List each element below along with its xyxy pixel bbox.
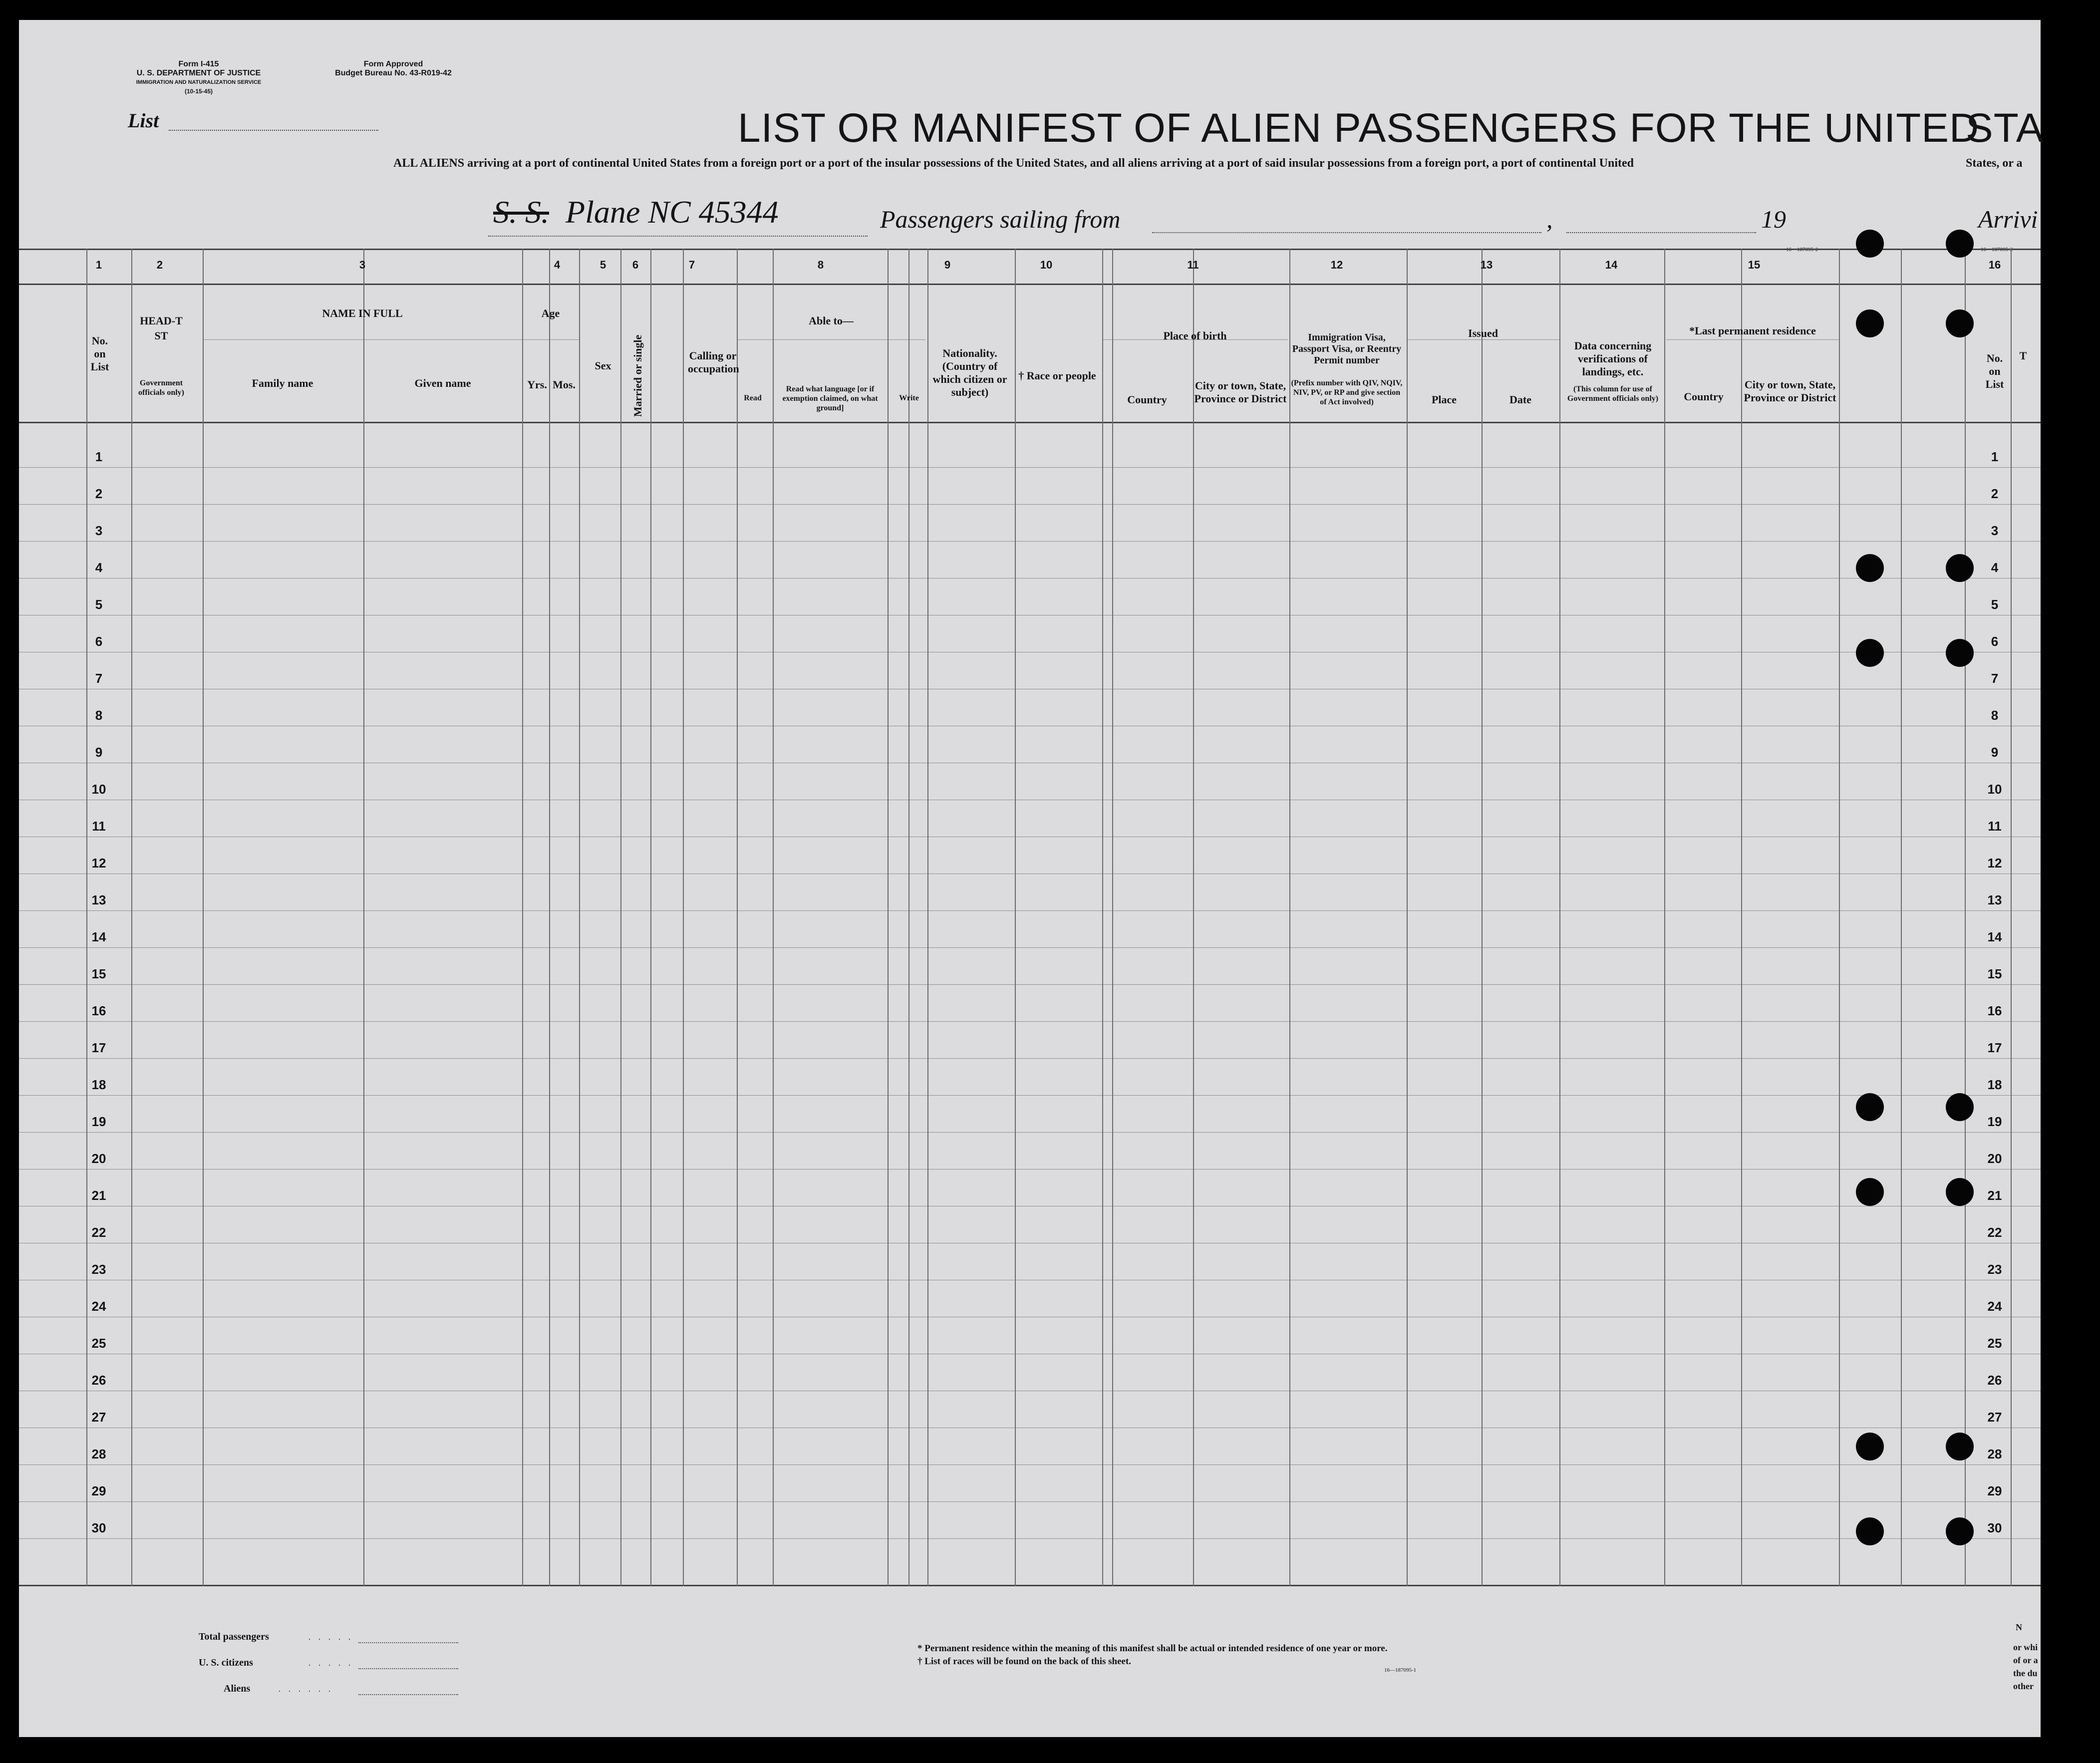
col-age: Age [541,307,560,319]
binding-hole [1856,230,1884,258]
col-issued-date: Date [1509,393,1531,406]
binding-hole [1946,1433,1974,1461]
row-line [19,947,2041,948]
column-line [1112,249,1113,1586]
col-data-note: (This column for use of Government officials only) [1567,385,1659,403]
col-num-7: 7 [688,259,695,271]
row-number-right: 22 [1987,1225,2002,1240]
row-number-left: 1 [95,449,103,464]
page-title: LIST OR MANIFEST OF ALIEN PASSENGERS FOR THE UNITED [738,105,1980,151]
column-line [1015,249,1016,1586]
row-number-right: 13 [1987,892,2002,907]
column-line [549,249,550,1586]
col-num-5: 5 [600,259,606,271]
age-subline [522,339,579,340]
col-num-14: 14 [1605,259,1618,271]
row-number-right: 15 [1987,966,2002,981]
column-line [1482,249,1483,1586]
row-number-left: 6 [95,634,103,649]
row-number-right: 20 [1987,1151,2002,1166]
sailing-label: Passengers sailing from [880,205,1121,233]
row-number-left: 27 [91,1410,106,1425]
right-cut-3: of or a [2013,1655,2038,1665]
table-top-border [19,249,2041,250]
leader-2: . . . . . [308,1659,353,1668]
page-title-cut: STA [1966,105,2044,151]
ship-underline [488,236,868,237]
row-line [19,1169,2041,1170]
row-number-left: 26 [91,1373,106,1388]
col-num-10: 10 [1040,259,1053,271]
ss-label: S. S. [493,194,549,230]
right-cut-4: the du [2013,1668,2038,1678]
col-name-in-full: NAME IN FULL [322,307,403,319]
binding-hole [1946,1517,1974,1545]
column-line [1741,249,1742,1586]
row-number-left: 12 [91,856,106,871]
col-no-on-list: No. on List [90,334,109,373]
col-birth-country: Country [1127,393,1167,406]
manifest-sheet [19,20,2044,1737]
col-able-to: Able to— [809,314,854,327]
form-date: (10-15-45) [184,88,213,95]
col-nationality: Nationality. (Country of which citizen or subject) [932,347,1007,398]
binding-hole [1856,309,1884,337]
col-head-tax-note: Government officials only) [138,379,184,397]
row-line [19,467,2041,468]
department: U. S. DEPARTMENT OF JUSTICE [136,69,261,77]
budget: Budget Bureau No. 43-R019-42 [335,69,452,77]
col-family-name: Family name [252,377,313,389]
col-num-11: 11 [1187,259,1199,271]
row-number-right: 9 [1991,745,1999,760]
row-number-right: 1 [1991,449,1999,464]
row-line [19,1501,2041,1502]
row-number-right: 27 [1987,1410,2002,1425]
table-bottom-border [19,1585,2041,1586]
row-number-right: 23 [1987,1262,2002,1277]
row-line [19,578,2041,579]
row-number-right: 24 [1987,1299,2002,1314]
row-number-right: 2 [1991,486,1999,501]
col-last-residence: *Last permanent residence [1689,324,1816,337]
row-number-left: 29 [91,1483,106,1498]
binding-hole [1946,1178,1974,1206]
column-line [579,249,580,1586]
leader-3: . . . . . . [279,1685,333,1694]
row-line [19,984,2041,985]
row-line [19,504,2041,505]
total-passengers-field[interactable] [358,1642,458,1643]
sailing-date-field[interactable] [1566,232,1756,233]
page-subtitle: ALL ALIENS arriving at a port of continental United States from a foreign port or a port of the insular possessions of the United States, and all aliens arriving at a port of said insular possessions from a foreign port, a port of continental United [393,157,1634,170]
row-number-left: 2 [95,486,103,501]
service: IMMIGRATION AND NATURALIZATION SERVICE [136,79,262,85]
row-number-left: 8 [95,708,103,723]
comma: , [1546,205,1553,233]
col-residence-country: Country [1684,390,1724,403]
col-num-8: 8 [817,259,824,271]
column-line [1559,249,1560,1586]
binding-hole [1856,1178,1884,1206]
list-field[interactable] [169,130,378,131]
binding-hole [1946,1093,1974,1121]
row-number-left: 7 [95,671,103,686]
col-place-of-birth: Place of birth [1163,329,1227,342]
col-num-4: 4 [554,259,561,271]
column-line [363,249,364,1586]
col-num-13: 13 [1480,259,1493,271]
row-number-left: 24 [91,1299,106,1314]
residence-subline [1666,339,1839,340]
arriving-cut: Arrivi [1978,205,2038,233]
col-read: Read [744,394,762,402]
col-issued: Issued [1468,327,1498,339]
column-line [1965,249,1966,1586]
col-read-language: Read what language [or if exemption claimed, on what ground] [782,385,878,412]
column-line [1102,249,1103,1586]
footer-print-code: 16—187095-1 [1384,1667,1417,1673]
row-number-right: 11 [1988,819,2002,834]
row-number-right: 6 [1991,634,1999,649]
col-num-16: 16 [1988,259,2001,271]
row-line [19,1095,2041,1096]
col-head-tax-mid: ST [154,329,168,342]
row-number-right: 21 [1987,1188,2002,1203]
col-data-concerning: Data concerning verifications of landings, etc. [1574,339,1652,378]
col-issued-place: Place [1431,393,1457,406]
page-subtitle-cut: States, or a [1966,157,2023,170]
row-number-left: 23 [91,1262,106,1277]
row-number-left: 22 [91,1225,106,1240]
leader-1: . . . . . [308,1633,353,1642]
form-number: Form I-415 [178,60,219,68]
ship-name[interactable]: Plane NC 45344 [566,194,779,230]
binding-hole [1946,230,1974,258]
row-line [19,910,2041,911]
column-line [1193,249,1194,1586]
approval: Form Approved [363,60,423,68]
column-line [683,249,684,1586]
row-number-right: 14 [1987,929,2002,944]
column-line [522,249,523,1586]
header-bottom-border [19,422,2041,423]
row-line [19,1021,2041,1022]
column-line [1407,249,1408,1586]
column-line [203,249,204,1586]
row-number-left: 28 [91,1447,106,1462]
column-line [131,249,132,1586]
row-number-right: 10 [1987,782,2002,797]
row-number-right: 18 [1987,1077,2002,1092]
column-line [908,249,909,1586]
row-number-right: 25 [1987,1336,2002,1351]
name-subline [203,339,522,340]
row-number-right: 8 [1991,708,1999,723]
row-number-left: 4 [95,560,103,575]
column-line [2011,249,2012,1586]
col-no-on-list-right: No. on List [1985,352,2004,390]
sailing-from-field[interactable] [1152,232,1541,233]
col-residence-city: City or town, State, Province or District [1744,378,1836,404]
row-number-right: 17 [1987,1040,2002,1055]
row-number-left: 9 [95,745,103,760]
aliens-field[interactable] [358,1694,458,1695]
row-number-left: 18 [91,1077,106,1092]
col-calling: Calling or occupation [688,349,739,375]
row-number-right: 29 [1987,1483,2002,1498]
column-line [888,249,889,1586]
row-number-left: 21 [91,1188,106,1203]
row-number-right: 5 [1991,597,1999,612]
header-number-border [19,284,2041,285]
col-married: Married or single [631,334,644,417]
col-race: † Race or people [1018,369,1096,382]
column-line [1664,249,1665,1586]
row-number-left: 19 [91,1114,106,1129]
row-number-left: 15 [91,966,106,981]
column-line [773,249,774,1586]
binding-hole [1856,554,1884,582]
total-passengers-label: Total passengers [199,1631,269,1642]
list-label: List [128,109,159,132]
binding-hole [1856,1093,1884,1121]
row-number-left: 13 [91,892,106,907]
col-write: Write [899,394,919,402]
right-cut-1: N [2016,1622,2022,1632]
row-number-right: 3 [1991,523,1999,538]
row-line [19,1058,2041,1059]
col-given-name: Given name [414,377,471,389]
col-num-3: 3 [359,259,366,271]
row-number-left: 25 [91,1336,106,1351]
binding-hole [1946,309,1974,337]
column-line [927,249,928,1586]
row-line [19,1132,2041,1133]
binding-hole [1856,1517,1884,1545]
col-visa: Immigration Visa, Passport Visa, or Reentry Permit number [1292,332,1402,366]
right-cut-5: other [2013,1681,2034,1691]
column-line [1839,249,1840,1586]
binding-hole [1856,639,1884,667]
year-prefix: 19 [1761,205,1786,233]
binding-hole [1946,554,1974,582]
col-mos: Mos. [553,378,576,391]
row-number-left: 5 [95,597,103,612]
col-num-6: 6 [632,259,639,271]
row-number-left: 3 [95,523,103,538]
row-number-right: 26 [1987,1373,2002,1388]
col-num-15: 15 [1748,259,1761,271]
row-number-right: 30 [1987,1520,2002,1535]
col-visa-note: (Prefix number with QIV, NQIV, NIV, PV, or RP and give section of Act involved) [1291,379,1403,406]
row-number-left: 14 [91,929,106,944]
row-line [19,1538,2041,1539]
col-num-1: 1 [95,259,102,271]
footnote-races: † List of races will be found on the back of this sheet. [917,1656,1132,1667]
row-line [19,541,2041,542]
col-head-tax-top: HEAD-T [140,314,183,327]
row-number-left: 10 [91,782,106,797]
col-sex: Sex [595,359,611,372]
col-num-9: 9 [944,259,951,271]
binding-hole [1856,1433,1884,1461]
approval-block [318,60,468,78]
row-number-left: 16 [91,1003,106,1018]
footnote-residence: * Permanent residence within the meaning of this manifest shall be actual or intended residence of one year or more. [917,1643,1388,1654]
row-number-left: 30 [91,1520,106,1535]
aliens-label: Aliens [224,1683,251,1694]
binding-hole [1946,639,1974,667]
col-birth-city: City or town, State, Province or District [1194,379,1287,405]
col-num-2: 2 [156,259,163,271]
row-number-right: 7 [1991,671,1999,686]
col-cut-right: T [2019,349,2027,362]
row-number-right: 19 [1987,1114,2002,1129]
column-line [1289,249,1290,1586]
row-number-left: 17 [91,1040,106,1055]
column-line [650,249,651,1586]
row-number-right: 12 [1987,856,2002,871]
us-citizens-field[interactable] [358,1668,458,1669]
right-cut-2: or whi [2013,1642,2038,1652]
row-number-left: 11 [92,819,106,834]
row-number-right: 16 [1987,1003,2002,1018]
form-id-block [134,60,264,96]
able-subline [737,339,925,340]
col-yrs: Yrs. [527,378,547,391]
col-num-12: 12 [1330,259,1343,271]
row-number-left: 20 [91,1151,106,1166]
column-line [1901,249,1902,1586]
column-line [620,249,621,1586]
us-citizens-label: U. S. citizens [199,1657,253,1668]
column-line [737,249,738,1586]
row-number-right: 4 [1991,560,1999,575]
row-number-right: 28 [1987,1447,2002,1462]
